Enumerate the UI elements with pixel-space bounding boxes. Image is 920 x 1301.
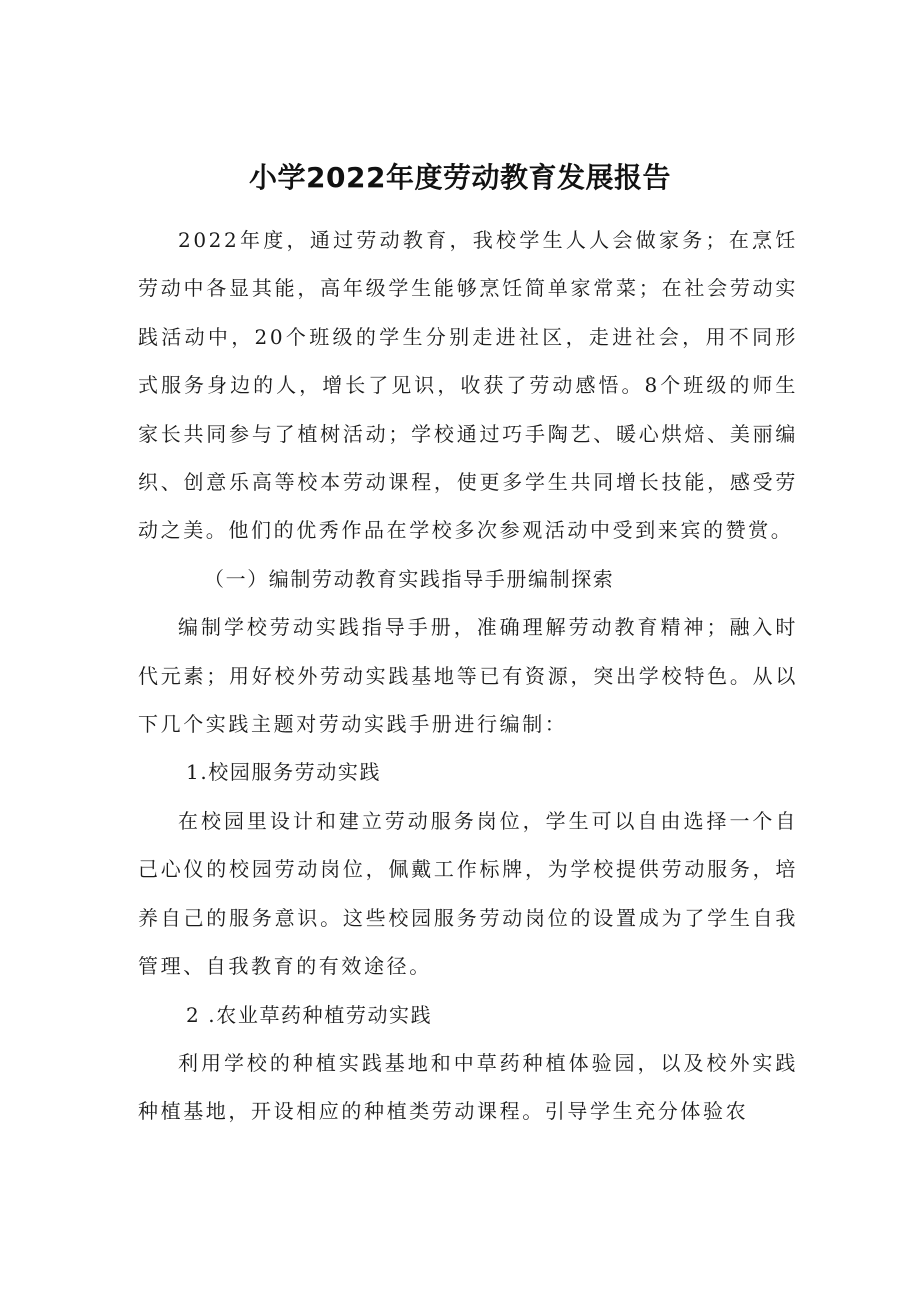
document-title: 小学2022年度劳动教育发展报告	[249, 160, 671, 194]
paragraph-intro: 2022年度，通过劳动教育，我校学生人人会做家务；在烹饪劳动中各显其能，高年级学生能够烹饪简单家常菜；在社会劳动实践活动中，20个班级的学生分别走进社区，走进社会，用不同形式服务身边的人，增长了见识，收获了劳动感悟。8个班级的师生家长共同参与了植树活动；学校通过巧手陶艺、暖心烘焙、美丽编织、创意乐高等校本劳动课程，使更多学生共同增长技能，感受劳动之美。他们的优秀作品在学校多次参观活动中受到来宾的赞赏。	[138, 228, 798, 543]
document-body	[138, 216, 798, 1136]
paragraph-manual: 编制学校劳动实践指导手册，准确理解劳动教育精神；融入时代元素；用好校外劳动实践基地等已有资源，突出学校特色。从以下几个实践主题对劳动实践手册进行编制：	[138, 615, 798, 737]
subsection-heading-campus-service: 1.校园服务劳动实践	[186, 760, 382, 785]
subsection-heading-herb-planting: 2 .农业草药种植劳动实践	[186, 1002, 433, 1027]
paragraph-campus-service: 在校园里设计和建立劳动服务岗位，学生可以自由选择一个自己心仪的校园劳动岗位，佩戴工作标牌，为学校提供劳动服务，培养自己的服务意识。这些校园服务劳动岗位的设置成为了学生自我管理、自我教育的有效途径。	[138, 808, 798, 979]
paragraph-herb-planting: 利用学校的种植实践基地和中草药种植体验园，以及校外实践种植基地，开设相应的种植类劳动课程。引导学生充分体验农	[138, 1050, 798, 1124]
section-heading-1: （一）编制劳动教育实践指导手册编制探索	[204, 566, 615, 591]
